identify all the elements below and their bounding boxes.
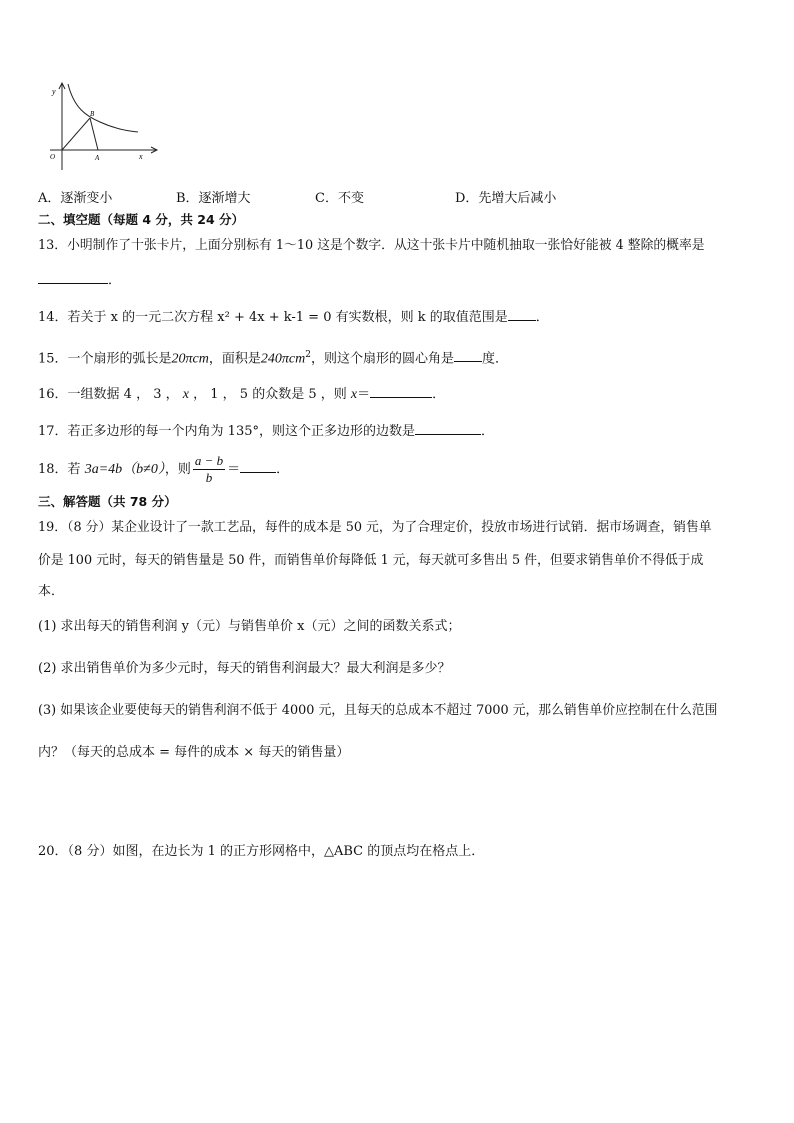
hyperbola-curve <box>68 84 138 132</box>
q19-line2: 价是 100 元时，每天的销售量是 50 件，而销售单价每降低 1 元，每天就可多售出 5 件，但要求销售单价不得低于成 <box>38 553 704 568</box>
option-d: D．先增大后减小 <box>455 191 557 206</box>
label-b: B <box>90 110 95 118</box>
q16-text-b: ， 1 ， 5 的众数是 5 ，则 <box>193 387 347 402</box>
q15-line <box>38 346 754 368</box>
option-c: C．不变 <box>315 191 364 206</box>
q16-answer-blank[interactable] <box>370 384 432 398</box>
q18-text-a: 18．若 <box>38 462 81 477</box>
label-y: y <box>52 87 56 96</box>
q15-area-sup: 2 <box>305 350 311 360</box>
q18-line <box>38 452 754 488</box>
section3-title: 三、解答题（共 78 分） <box>38 494 177 509</box>
label-o: O <box>50 153 56 161</box>
q17-line <box>38 421 754 441</box>
q14-end: ． <box>535 310 549 325</box>
q18-text-b: ，则 <box>164 462 191 477</box>
option-a: A．逐渐变小 <box>38 191 113 206</box>
q19-line3: 本． <box>38 584 65 599</box>
q15-arc: 20πcm <box>171 351 209 367</box>
q19-part2: (2) 求出销售单价为多少元时，每天的销售利润最大？最大利润是多少？ <box>38 661 451 676</box>
q18-eq: ＝ <box>227 462 241 477</box>
option-b: B．逐渐增大 <box>176 191 251 206</box>
segment-ba <box>90 118 98 150</box>
q18-answer-blank[interactable] <box>240 459 276 473</box>
q16-var1: x <box>182 387 189 402</box>
q18-frac-den: b <box>205 470 213 485</box>
q18-end: ． <box>276 462 290 477</box>
label-a: A <box>95 154 100 162</box>
hyperbola-figure <box>38 78 168 178</box>
q14-text: 14．若关于 x 的一元二次方程 x² + 4x + k-1 = 0 有实数根，则 k 的取值范围是 <box>38 310 508 325</box>
q15-area: 240πcm <box>260 351 306 367</box>
q16-end: ． <box>432 387 446 402</box>
label-x: x <box>139 152 143 161</box>
q15-answer-blank[interactable] <box>454 348 482 362</box>
q16-text-a: 16．一组数据 4 ， 3 ， <box>38 387 179 402</box>
q18-fraction <box>193 453 225 486</box>
section2-title: 二、填空题（每题 4 分，共 24 分） <box>38 212 245 227</box>
segment-ob <box>62 118 90 150</box>
q17-text: 17．若正多边形的每一个内角为 135°，则这个正多边形的边数是 <box>38 424 415 439</box>
q13-end: ． <box>108 273 122 288</box>
q19-part3-line2: 内？（每天的总成本 = 每件的成本 × 每天的销售量） <box>38 745 350 760</box>
q19-line1: 19．（8 分）某企业设计了一款工艺品，每件的成本是 50 元，为了合理定价，投放市场进行试销．据市场调查，销售单 <box>38 520 712 535</box>
q15-text-b: ，面积是 <box>208 351 261 367</box>
q16-text-c: ＝ <box>357 387 371 402</box>
q16-var2: x <box>350 387 358 402</box>
q17-end: ． <box>481 424 495 439</box>
q19-part1: (1) 求出每天的销售利润 y（元）与销售单价 x（元）之间的函数关系式； <box>38 619 461 634</box>
q13-line2 <box>38 270 754 290</box>
q19-part3-line1: (3) 如果该企业要使每天的销售利润不低于 4000 元，且每天的总成本不超过 7000 元，那么销售单价应控制在什么范围 <box>38 703 718 718</box>
q15-text-c: ，则这个扇形的圆心角是 <box>310 351 454 367</box>
q17-answer-blank[interactable] <box>415 421 481 435</box>
q15-text-a: 15．一个扇形的弧长是 <box>38 351 172 367</box>
q16-line <box>38 384 754 404</box>
q18-frac-num: a − b <box>194 453 224 468</box>
q15-end: 度． <box>482 351 509 367</box>
q14-line <box>38 307 754 327</box>
q14-answer-blank[interactable] <box>508 307 536 321</box>
q18-condition: 3a=4b（b≠0） <box>84 462 165 477</box>
q13-answer-blank[interactable] <box>38 270 108 284</box>
q20-line: 20．（8 分）如图，在边长为 1 的正方形网格中，△ABC 的顶点均在格点上． <box>38 844 485 859</box>
q13-line1: 13．小明制作了十张卡片，上面分别标有 1～10 这是个数字．从这十张卡片中随机抽取一张恰好能被 4 整除的概率是 <box>38 238 705 253</box>
